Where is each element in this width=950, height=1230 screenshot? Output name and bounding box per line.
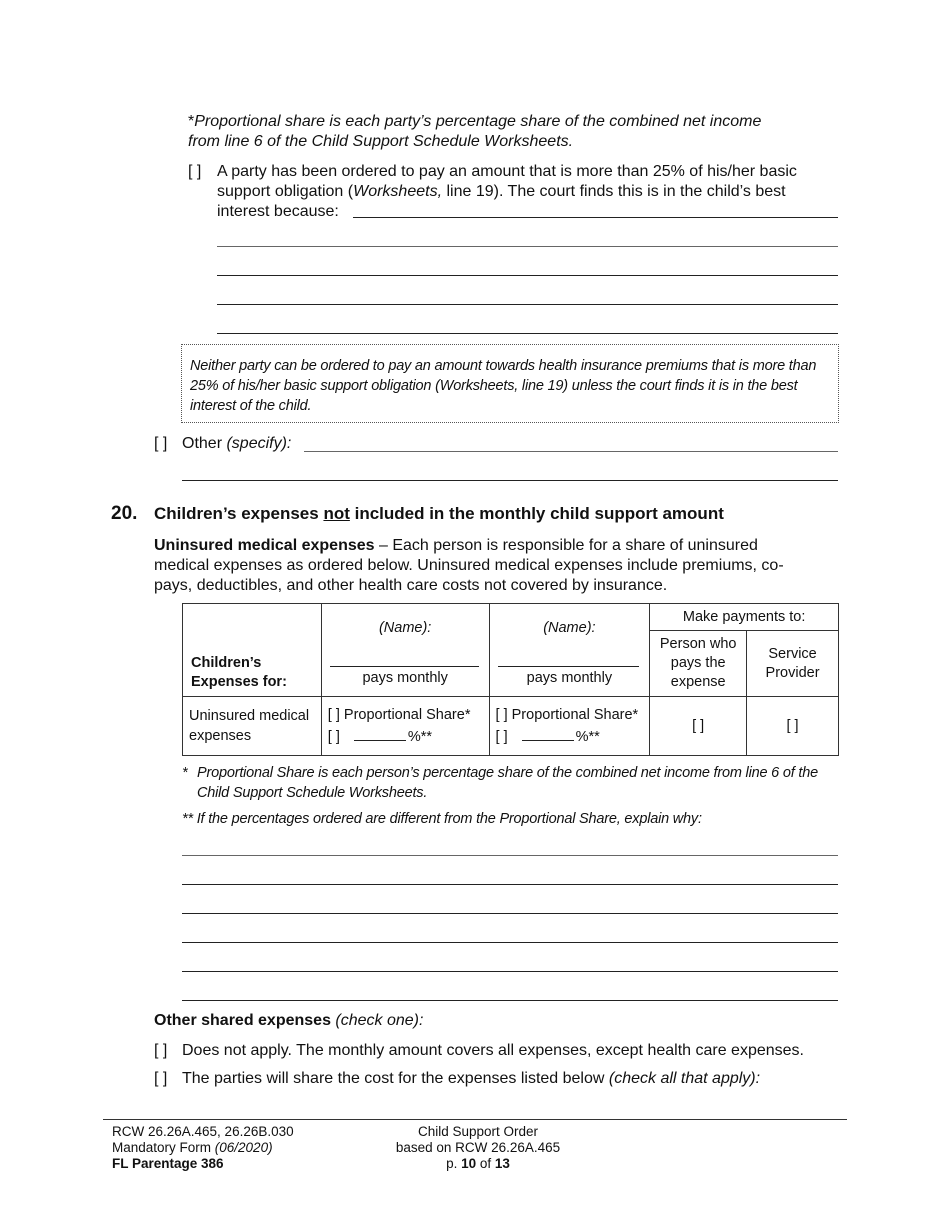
over25-reason-line[interactable] [353, 217, 838, 218]
share-cost-checkbox[interactable]: [ ] [154, 1070, 168, 1087]
explain-line[interactable] [182, 942, 838, 943]
other-checkbox[interactable]: [ ] [154, 435, 168, 452]
make-payments-header: Make payments to: [650, 604, 839, 631]
explain-line[interactable] [182, 913, 838, 914]
pays-monthly-label: pays monthly [526, 670, 613, 686]
percentage-checkbox[interactable]: [ ] [327, 729, 340, 745]
pays-monthly-label: pays monthly [362, 670, 448, 686]
info-box-line: 25% of his/her basic support obligation (Worksheets, line 19) unless the court finds it is in the best [190, 378, 798, 394]
name-label: (Name): [378, 620, 432, 636]
over25-text: A party has been ordered to pay an amount that is more than 25% of his/her basic support obligation (Worksheets, line 19). The court finds this is in the child’s best interest because: [217, 163, 797, 220]
footer-left: RCW 26.26A.465, 26.26B.030 Mandatory Form (06/2020) FL Parentage 386 [112, 1124, 294, 1171]
explain-line[interactable] [182, 884, 838, 885]
other-label: Other (specify): [182, 435, 292, 452]
over25-reason-line[interactable] [217, 275, 838, 276]
does-not-apply-label: Does not apply. The monthly amount covers all expenses, except health care expenses. [182, 1042, 804, 1059]
footer-rule [103, 1119, 847, 1120]
star-marker: * [182, 765, 188, 781]
over25-reason-line[interactable] [217, 304, 838, 305]
section-number: 20. [111, 503, 138, 524]
over25-reason-line[interactable] [217, 246, 838, 247]
prop-share-note: *Proportional share is each party’s percentage share of the combined net income from line 6 of the Child Support Schedule Worksheets. [188, 113, 762, 150]
name-label: (Name): [543, 620, 596, 636]
info-box-line: interest of the child. [190, 398, 312, 414]
percentage-field[interactable] [522, 726, 574, 741]
does-not-apply-checkbox[interactable]: [ ] [154, 1042, 168, 1059]
percent-label: %** [407, 729, 433, 745]
section-title: Children’s expenses not included in the monthly child support amount [154, 504, 724, 523]
over25-reason-line[interactable] [217, 333, 838, 334]
service-provider-header: Service Provider [747, 631, 839, 697]
over25-checkbox[interactable]: [ ] [188, 163, 202, 180]
footer-center: Child Support Order based on RCW 26.26A.465 p. 10 of 13 [395, 1124, 561, 1171]
person-who-pays-header: Person who pays the expense [650, 631, 747, 697]
explain-line[interactable] [182, 855, 838, 856]
name-line[interactable] [330, 666, 479, 667]
row-label-uninsured: Uninsured medical expenses [183, 697, 322, 756]
col-header-expenses: Children’s Expenses for: [183, 604, 322, 697]
percentage-checkbox[interactable]: [ ] [495, 729, 508, 745]
proportional-share-checkbox[interactable]: [ ] Proportional Share* [495, 707, 639, 723]
info-box-line: Neither party can be ordered to pay an amount towards health insurance premiums that is more than [190, 358, 817, 374]
name-line[interactable] [498, 666, 640, 667]
percent-label: %** [575, 729, 600, 745]
percentage-field[interactable] [354, 726, 406, 741]
share-cost-label: The parties will share the cost for the expenses listed below (check all that apply): [182, 1070, 761, 1087]
party1-share-cell [321, 697, 489, 756]
service-provider-checkbox[interactable]: [ ] [747, 697, 839, 756]
explain-line[interactable] [182, 1000, 838, 1001]
expenses-table [182, 603, 839, 756]
other-specify-line[interactable] [182, 480, 838, 481]
party2-share-cell [489, 697, 650, 756]
other-specify-line[interactable] [304, 451, 838, 452]
col-header-name-1 [321, 604, 489, 697]
proportional-share-checkbox[interactable]: [ ] Proportional Share* [327, 707, 471, 723]
col-header-name-2 [489, 604, 650, 697]
section-intro: Uninsured medical expenses – Each person is responsible for a share of uninsured medical expenses as ordered below. Uninsured medical expenses include premiums, co- pays, deductibles, and other health care costs not covered by insurance. [154, 537, 784, 594]
other-shared-title: Other shared expenses (check one): [154, 1012, 424, 1029]
person-who-pays-checkbox[interactable]: [ ] [650, 697, 747, 756]
star-note: Proportional Share is each person’s percentage share of the combined net income from line 6 of the Child Support Schedule Worksheets. [197, 765, 818, 801]
explain-line[interactable] [182, 971, 838, 972]
double-star-note: ** If the percentages ordered are different from the Proportional Share, explain why: [182, 811, 702, 827]
info-box [181, 344, 839, 423]
